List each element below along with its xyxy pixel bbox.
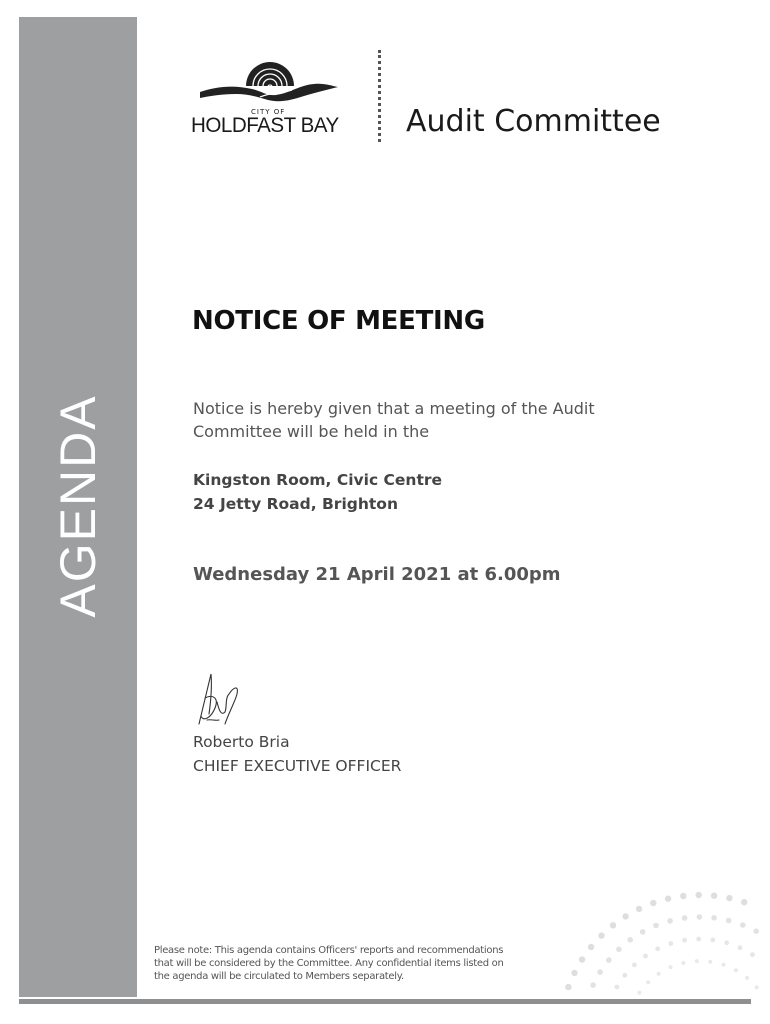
meeting-datetime: Wednesday 21 April 2021 at 6.00pm [193,564,561,585]
decorative-dot [711,915,717,921]
decorative-dot [622,913,628,919]
decorative-dot [622,973,627,978]
holdfast-bay-sun-wave-logo-icon [200,52,340,108]
decorative-dot [708,960,712,964]
venue-address: 24 Jetty Road, Brighton [193,495,398,513]
decorative-dot [627,937,633,943]
notice-heading: NOTICE OF MEETING [192,306,485,336]
header-divider [378,50,381,142]
decorative-dot [610,922,616,928]
decorative-dot [755,985,759,989]
decorative-dot [606,957,612,963]
decorative-dot [697,914,703,920]
decorative-dot [579,956,585,962]
decorative-dot [646,980,650,984]
decorative-dot [590,982,596,988]
decorative-dot [724,940,729,945]
decorative-dot [734,968,738,972]
footnote-line: the agenda will be circulated to Members separately. [154,971,404,982]
bottom-rule [19,999,751,1004]
notice-body-line: Committee will be held in the [193,422,430,441]
decorative-dot [667,918,673,924]
agenda-footnote [154,944,514,983]
decorative-dot [695,959,699,963]
decorative-dot [738,945,743,950]
decorative-dot [615,985,620,990]
footnote-line: Please note: This agenda contains Officers' reports and recommendations [154,945,504,956]
decorative-dot [653,923,659,929]
notice-body-line: Notice is hereby given that a meeting of the Audit [193,399,595,418]
decorative-dot [722,963,726,967]
decorative-dot [668,941,673,946]
decorative-dot [598,932,604,938]
decorative-dot [710,938,715,943]
decorative-dot [682,915,688,921]
decorative-dot [711,893,717,899]
decorative-dot [650,900,656,906]
notice-body [193,397,653,443]
decorative-dot [726,895,732,901]
decorative-dot [637,991,641,995]
venue-room: Kingston Room, Civic Centre [193,471,443,489]
decorative-dot [680,893,686,899]
meeting-venue [193,468,442,516]
handwritten-signature-icon [195,668,245,730]
decorative-dot [632,963,637,968]
decorative-dot [643,954,648,959]
decorative-dot [657,972,661,976]
decorative-dot [753,928,759,934]
sidebar-agenda-label: AGENDA [50,394,106,618]
decorative-dot [696,937,701,942]
decorative-dot [565,984,571,990]
logo-holdfast-bay-text: HOLDFAST BAY [191,114,339,137]
decorative-dot [636,906,642,912]
decorative-dot [741,899,747,905]
decorative-dot [640,929,646,935]
decorative-dot [682,938,687,943]
decorative-dot [655,946,660,951]
signer-name: Roberto Bria [193,733,290,751]
decorative-dot [750,952,755,957]
decorative-dot [665,896,671,902]
footnote-line: that will be considered by the Committee. Any confidential items listed on [154,958,504,969]
logo-city-of-text: CITY OF [251,108,286,116]
dotted-arc-icon [500,885,760,1005]
decorative-dot [740,922,746,928]
decorative-dot [696,892,702,898]
decorative-dot [681,961,685,965]
decorative-dot [588,944,594,950]
decorative-dot [669,965,673,969]
decorative-dot [616,947,622,953]
decorative-dot [726,918,732,924]
decorative-dot [745,976,749,980]
committee-title: Audit Committee [406,104,661,139]
signer-title: CHIEF EXECUTIVE OFFICER [193,757,402,775]
decorative-dot [597,969,603,975]
decorative-dot [571,970,577,976]
